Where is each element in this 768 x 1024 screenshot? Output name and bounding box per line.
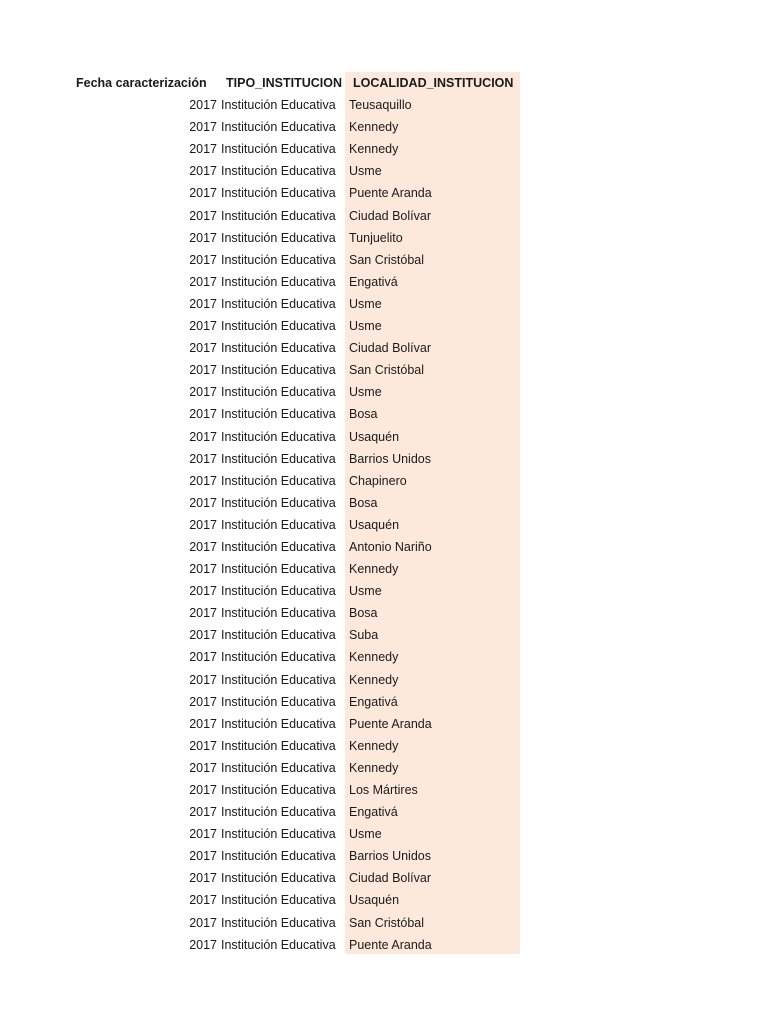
table-row bbox=[0, 646, 768, 668]
table-row bbox=[0, 602, 768, 624]
table-row bbox=[0, 182, 768, 204]
cell-fecha-caracterizacion[interactable]: 2017 bbox=[189, 760, 217, 775]
table-row bbox=[0, 514, 768, 536]
cell-fecha-caracterizacion[interactable]: 2017 bbox=[189, 606, 217, 621]
cell-tipo-institucion[interactable]: Institución Educativa bbox=[221, 98, 336, 113]
cell-tipo-institucion[interactable]: Institución Educativa bbox=[221, 252, 336, 267]
header-row bbox=[0, 72, 768, 94]
cell-fecha-caracterizacion[interactable]: 2017 bbox=[189, 407, 217, 422]
table-row bbox=[0, 735, 768, 757]
cell-localidad-institucion[interactable]: Usaquén bbox=[349, 893, 400, 908]
cell-tipo-institucion[interactable]: Institución Educativa bbox=[221, 186, 336, 201]
cell-localidad-institucion[interactable]: Puente Aranda bbox=[349, 716, 432, 731]
cell-fecha-caracterizacion[interactable]: 2017 bbox=[189, 429, 217, 444]
table-row bbox=[0, 381, 768, 403]
cell-localidad-institucion[interactable]: Kennedy bbox=[349, 120, 399, 135]
cell-tipo-institucion[interactable]: Institución Educativa bbox=[221, 672, 336, 687]
table-row bbox=[0, 757, 768, 779]
table-row bbox=[0, 94, 768, 116]
cell-tipo-institucion[interactable]: Institución Educativa bbox=[221, 937, 336, 952]
cell-fecha-caracterizacion[interactable]: 2017 bbox=[189, 716, 217, 731]
cell-tipo-institucion[interactable]: Institución Educativa bbox=[221, 805, 336, 820]
cell-localidad-institucion[interactable]: Ciudad Bolívar bbox=[349, 871, 431, 886]
table-row bbox=[0, 624, 768, 646]
table-row bbox=[0, 801, 768, 823]
cell-tipo-institucion[interactable]: Institución Educativa bbox=[221, 495, 336, 510]
cell-fecha-caracterizacion[interactable]: 2017 bbox=[189, 539, 217, 554]
cell-localidad-institucion[interactable]: Kennedy bbox=[349, 672, 399, 687]
cell-localidad-institucion[interactable]: Engativá bbox=[349, 274, 398, 289]
cell-fecha-caracterizacion[interactable]: 2017 bbox=[189, 230, 217, 245]
table-row bbox=[0, 227, 768, 249]
cell-fecha-caracterizacion[interactable]: 2017 bbox=[189, 893, 217, 908]
cell-tipo-institucion[interactable]: Institución Educativa bbox=[221, 915, 336, 930]
cell-fecha-caracterizacion[interactable]: 2017 bbox=[189, 164, 217, 179]
table-row bbox=[0, 492, 768, 514]
cell-tipo-institucion[interactable]: Institución Educativa bbox=[221, 738, 336, 753]
cell-fecha-caracterizacion[interactable]: 2017 bbox=[189, 650, 217, 665]
table-row bbox=[0, 691, 768, 713]
cell-tipo-institucion[interactable]: Institución Educativa bbox=[221, 429, 336, 444]
header-localidad-institucion[interactable]: LOCALIDAD_INSTITUCION bbox=[353, 76, 514, 90]
table-row bbox=[0, 713, 768, 735]
table-row bbox=[0, 205, 768, 227]
cell-localidad-institucion[interactable]: Kennedy bbox=[349, 562, 399, 577]
cell-tipo-institucion[interactable]: Institución Educativa bbox=[221, 760, 336, 775]
cell-tipo-institucion[interactable]: Institución Educativa bbox=[221, 319, 336, 334]
table-row bbox=[0, 669, 768, 691]
cell-localidad-institucion[interactable]: San Cristóbal bbox=[349, 915, 425, 930]
cell-fecha-caracterizacion[interactable]: 2017 bbox=[189, 186, 217, 201]
cell-localidad-institucion[interactable]: Usme bbox=[349, 319, 382, 334]
cell-localidad-institucion[interactable]: Suba bbox=[349, 628, 379, 643]
cell-tipo-institucion[interactable]: Institución Educativa bbox=[221, 230, 336, 245]
cell-localidad-institucion[interactable]: San Cristóbal bbox=[349, 363, 425, 378]
table-body bbox=[0, 94, 768, 956]
cell-fecha-caracterizacion[interactable]: 2017 bbox=[189, 937, 217, 952]
cell-fecha-caracterizacion[interactable]: 2017 bbox=[189, 672, 217, 687]
cell-tipo-institucion[interactable]: Institución Educativa bbox=[221, 274, 336, 289]
table-row bbox=[0, 315, 768, 337]
table-row bbox=[0, 271, 768, 293]
cell-tipo-institucion[interactable]: Institución Educativa bbox=[221, 827, 336, 842]
cell-tipo-institucion[interactable]: Institución Educativa bbox=[221, 451, 336, 466]
cell-fecha-caracterizacion[interactable]: 2017 bbox=[189, 849, 217, 864]
cell-tipo-institucion[interactable]: Institución Educativa bbox=[221, 893, 336, 908]
table-row bbox=[0, 448, 768, 470]
cell-localidad-institucion[interactable]: Puente Aranda bbox=[349, 186, 432, 201]
cell-tipo-institucion[interactable]: Institución Educativa bbox=[221, 164, 336, 179]
table-row bbox=[0, 912, 768, 934]
cell-tipo-institucion[interactable]: Institución Educativa bbox=[221, 208, 336, 223]
cell-fecha-caracterizacion[interactable]: 2017 bbox=[189, 738, 217, 753]
header-fecha-caracterizacion[interactable]: Fecha caracterización bbox=[76, 76, 207, 90]
cell-fecha-caracterizacion[interactable]: 2017 bbox=[189, 517, 217, 532]
cell-tipo-institucion[interactable]: Institución Educativa bbox=[221, 871, 336, 886]
cell-tipo-institucion[interactable]: Institución Educativa bbox=[221, 517, 336, 532]
cell-fecha-caracterizacion[interactable]: 2017 bbox=[189, 385, 217, 400]
cell-fecha-caracterizacion[interactable]: 2017 bbox=[189, 783, 217, 797]
table-row bbox=[0, 403, 768, 425]
spreadsheet-table bbox=[0, 72, 768, 956]
cell-localidad-institucion[interactable]: Barrios Unidos bbox=[349, 451, 431, 466]
cell-localidad-institucion[interactable]: Bosa bbox=[349, 495, 378, 510]
table-row bbox=[0, 867, 768, 889]
table-row bbox=[0, 116, 768, 138]
table-row bbox=[0, 779, 768, 801]
cell-fecha-caracterizacion[interactable]: 2017 bbox=[189, 252, 217, 267]
cell-localidad-institucion[interactable]: Kennedy bbox=[349, 142, 399, 157]
cell-localidad-institucion[interactable]: Teusaquillo bbox=[349, 98, 412, 113]
table-row bbox=[0, 249, 768, 271]
table-row bbox=[0, 138, 768, 160]
cell-localidad-institucion[interactable]: Usme bbox=[349, 385, 382, 400]
table-row bbox=[0, 845, 768, 867]
cell-tipo-institucion[interactable]: Institución Educativa bbox=[221, 650, 336, 665]
table-row bbox=[0, 580, 768, 602]
cell-localidad-institucion[interactable]: Los Mártires bbox=[349, 783, 418, 797]
cell-tipo-institucion[interactable]: Institución Educativa bbox=[221, 363, 336, 378]
cell-localidad-institucion[interactable]: Ciudad Bolívar bbox=[349, 341, 431, 356]
cell-tipo-institucion[interactable]: Institución Educativa bbox=[221, 407, 336, 422]
cell-fecha-caracterizacion[interactable]: 2017 bbox=[189, 871, 217, 886]
table-row bbox=[0, 558, 768, 580]
cell-localidad-institucion[interactable]: Antonio Nariño bbox=[349, 539, 432, 554]
cell-fecha-caracterizacion[interactable]: 2017 bbox=[189, 319, 217, 334]
cell-fecha-caracterizacion[interactable]: 2017 bbox=[189, 451, 217, 466]
cell-localidad-institucion[interactable]: Ciudad Bolívar bbox=[349, 208, 431, 223]
cell-tipo-institucion[interactable]: Institución Educativa bbox=[221, 716, 336, 731]
cell-localidad-institucion[interactable]: Barrios Unidos bbox=[349, 849, 431, 864]
table-row bbox=[0, 934, 768, 956]
cell-tipo-institucion[interactable]: Institución Educativa bbox=[221, 628, 336, 643]
cell-tipo-institucion[interactable]: Institución Educativa bbox=[221, 296, 336, 311]
cell-localidad-institucion[interactable]: Usme bbox=[349, 296, 382, 311]
cell-fecha-caracterizacion[interactable]: 2017 bbox=[189, 274, 217, 289]
cell-fecha-caracterizacion[interactable]: 2017 bbox=[189, 805, 217, 820]
cell-localidad-institucion[interactable]: Chapinero bbox=[349, 473, 407, 488]
cell-fecha-caracterizacion[interactable]: 2017 bbox=[189, 628, 217, 643]
cell-fecha-caracterizacion[interactable]: 2017 bbox=[189, 363, 217, 378]
cell-tipo-institucion[interactable]: Institución Educativa bbox=[221, 849, 336, 864]
cell-fecha-caracterizacion[interactable]: 2017 bbox=[189, 208, 217, 223]
cell-tipo-institucion[interactable]: Institución Educativa bbox=[221, 562, 336, 577]
cell-localidad-institucion[interactable]: San Cristóbal bbox=[349, 252, 425, 267]
cell-localidad-institucion[interactable]: Usme bbox=[349, 827, 382, 842]
table-row bbox=[0, 889, 768, 911]
cell-fecha-caracterizacion[interactable]: 2017 bbox=[189, 584, 217, 599]
table-row bbox=[0, 337, 768, 359]
table-row bbox=[0, 160, 768, 182]
cell-fecha-caracterizacion[interactable]: 2017 bbox=[189, 98, 217, 113]
cell-localidad-institucion[interactable]: Puente Aranda bbox=[349, 937, 432, 952]
cell-localidad-institucion[interactable]: Engativá bbox=[349, 805, 398, 820]
cell-fecha-caracterizacion[interactable]: 2017 bbox=[189, 915, 217, 930]
cell-tipo-institucion[interactable]: Institución Educativa bbox=[221, 473, 336, 488]
cell-localidad-institucion[interactable]: Engativá bbox=[349, 694, 398, 709]
cell-tipo-institucion[interactable]: Institución Educativa bbox=[221, 120, 336, 135]
cell-localidad-institucion[interactable]: Bosa bbox=[349, 606, 378, 621]
cell-localidad-institucion[interactable]: Usme bbox=[349, 164, 382, 179]
cell-fecha-caracterizacion[interactable]: 2017 bbox=[189, 296, 217, 311]
cell-fecha-caracterizacion[interactable]: 2017 bbox=[189, 473, 217, 488]
table-row bbox=[0, 470, 768, 492]
cell-tipo-institucion[interactable]: Institución Educativa bbox=[221, 783, 336, 797]
cell-localidad-institucion[interactable]: Usaquén bbox=[349, 517, 400, 532]
cell-fecha-caracterizacion[interactable]: 2017 bbox=[189, 562, 217, 577]
cell-fecha-caracterizacion[interactable]: 2017 bbox=[189, 341, 217, 356]
cell-tipo-institucion[interactable]: Institución Educativa bbox=[221, 606, 336, 621]
cell-localidad-institucion[interactable]: Tunjuelito bbox=[349, 230, 403, 245]
cell-fecha-caracterizacion[interactable]: 2017 bbox=[189, 694, 217, 709]
cell-tipo-institucion[interactable]: Institución Educativa bbox=[221, 385, 336, 400]
cell-fecha-caracterizacion[interactable]: 2017 bbox=[189, 120, 217, 135]
cell-fecha-caracterizacion[interactable]: 2017 bbox=[189, 827, 217, 842]
table-row bbox=[0, 823, 768, 845]
cell-tipo-institucion[interactable]: Institución Educativa bbox=[221, 584, 336, 599]
cell-localidad-institucion[interactable]: Usme bbox=[349, 584, 382, 599]
cell-localidad-institucion[interactable]: Usaquén bbox=[349, 429, 400, 444]
cell-localidad-institucion[interactable]: Kennedy bbox=[349, 738, 399, 753]
cell-localidad-institucion[interactable]: Kennedy bbox=[349, 760, 399, 775]
table-row bbox=[0, 359, 768, 381]
table-row bbox=[0, 426, 768, 448]
cell-tipo-institucion[interactable]: Institución Educativa bbox=[221, 539, 336, 554]
cell-fecha-caracterizacion[interactable]: 2017 bbox=[189, 142, 217, 157]
cell-tipo-institucion[interactable]: Institución Educativa bbox=[221, 694, 336, 709]
header-tipo-institucion[interactable]: TIPO_INSTITUCION bbox=[226, 76, 342, 90]
table-row bbox=[0, 536, 768, 558]
cell-fecha-caracterizacion[interactable]: 2017 bbox=[189, 495, 217, 510]
cell-tipo-institucion[interactable]: Institución Educativa bbox=[221, 142, 336, 157]
cell-localidad-institucion[interactable]: Kennedy bbox=[349, 650, 399, 665]
table-row bbox=[0, 293, 768, 315]
cell-localidad-institucion[interactable]: Bosa bbox=[349, 407, 378, 422]
cell-tipo-institucion[interactable]: Institución Educativa bbox=[221, 341, 336, 356]
